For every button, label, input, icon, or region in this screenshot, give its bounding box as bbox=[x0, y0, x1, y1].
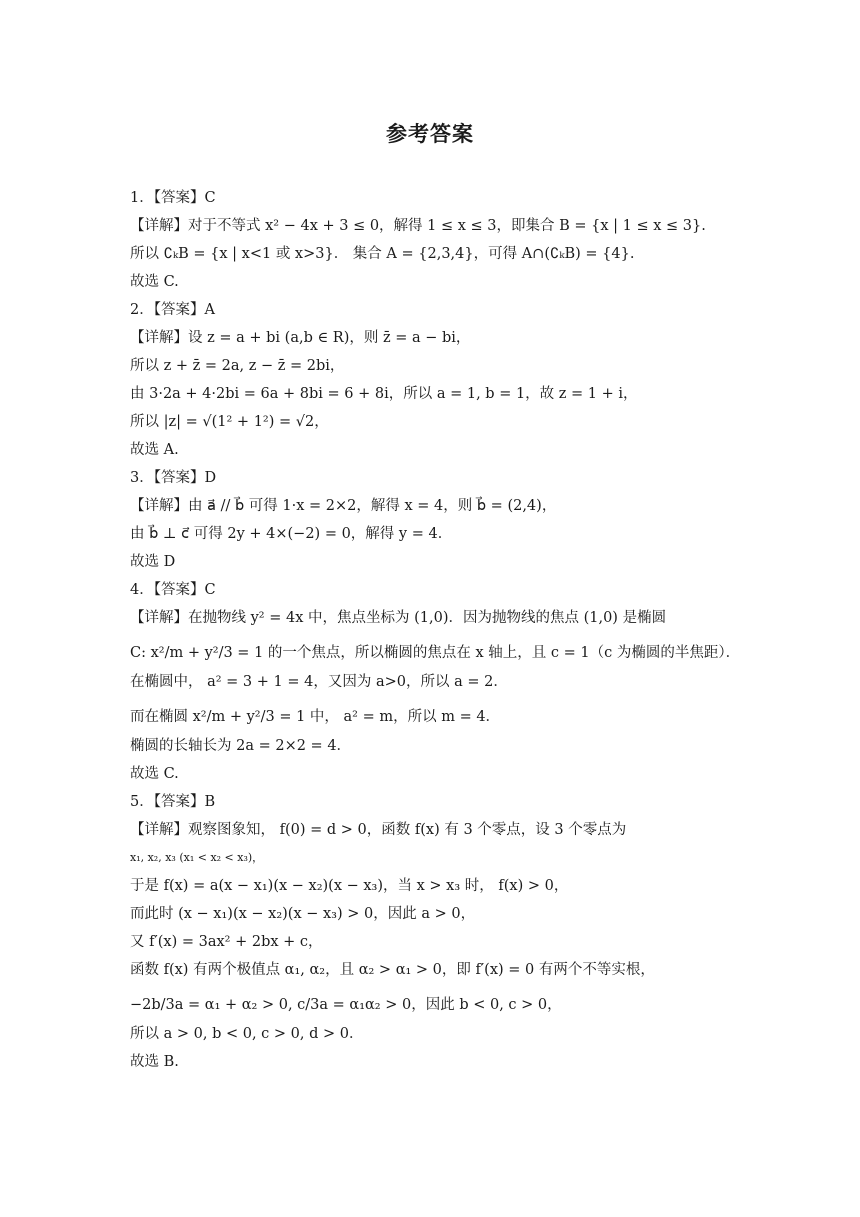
answer-line: 故选 D bbox=[130, 554, 176, 570]
answer-line: 3．【答案】D bbox=[130, 470, 217, 486]
answer-line: x₁, x₂, x₃ (x₁ < x₂ < x₃)， bbox=[130, 851, 264, 864]
answer-line: 【详解】对于不等式 x² − 4x + 3 ≤ 0，解得 1 ≤ x ≤ 3，即集合 B = {x | 1 ≤ x ≤ 3}. bbox=[130, 218, 706, 234]
answer-body bbox=[130, 188, 770, 1080]
answer-line: 于是 f(x) = a(x − x₁)(x − x₂)(x − x₃)，当 x > x₃ 时， f(x) > 0， bbox=[130, 878, 569, 894]
answer-line: 4．【答案】C bbox=[130, 582, 216, 598]
answer-line: 而在椭圆 x²/m + y²/3 = 1 中， a² = m，所以 m = 4． bbox=[130, 709, 501, 725]
answer-line: 所以 a > 0, b < 0, c > 0, d > 0． bbox=[130, 1026, 364, 1042]
answer-line: 故选 C. bbox=[130, 274, 179, 290]
page-title: 参考答案 bbox=[386, 122, 474, 146]
answer-line: C: x²/m + y²/3 = 1 的一个焦点，所以椭圆的焦点在 x 轴上，且 c = 1（c 为椭圆的半焦距）． bbox=[130, 645, 741, 661]
answer-line: 所以 z + z̄ = 2a, z − z̄ = 2bi， bbox=[130, 358, 345, 374]
answer-line: 【详解】由 a⃗ // b⃗ 可得 1·x = 2×2，解得 x = 4，则 b⃗ = (2,4)， bbox=[130, 498, 557, 514]
answer-line: 所以 ∁ₖB = {x | x<1 或 x>3}． 集合 A = {2,3,4}，可得 A∩(∁ₖB) = {4}. bbox=[130, 246, 635, 262]
answer-line: 5．【答案】B bbox=[130, 794, 216, 810]
answer-line: 故选 C. bbox=[130, 766, 179, 782]
answer-line: 【详解】在抛物线 y² = 4x 中，焦点坐标为 (1,0)．因为抛物线的焦点 (1,0) 是椭圆 bbox=[130, 610, 667, 626]
answer-line: 椭圆的长轴长为 2a = 2×2 = 4． bbox=[130, 738, 352, 754]
answer-line: 所以 |z| = √(1² + 1²) = √2， bbox=[130, 414, 329, 430]
answer-line: 由 3·2a + 4·2bi = 6a + 8bi = 6 + 8i，所以 a = 1, b = 1，故 z = 1 + i， bbox=[130, 386, 638, 402]
answer-line: 故选 A. bbox=[130, 442, 179, 458]
answer-line: 在椭圆中， a² = 3 + 1 = 4，又因为 a>0，所以 a = 2． bbox=[130, 674, 508, 690]
answer-line: 而此时 (x − x₁)(x − x₂)(x − x₃) > 0，因此 a > 0， bbox=[130, 906, 476, 922]
answer-line: 由 b⃗ ⊥ c⃗ 可得 2y + 4×(−2) = 0，解得 y = 4． bbox=[130, 526, 453, 542]
answer-line: 【详解】设 z = a + bi (a,b ∈ R)，则 z̄ = a − bi， bbox=[130, 330, 471, 346]
answer-line: 2．【答案】A bbox=[130, 302, 215, 318]
answer-line: 又 f′(x) = 3ax² + 2bx + c， bbox=[130, 934, 323, 950]
answer-line: 函数 f(x) 有两个极值点 α₁, α₂，且 α₂ > α₁ > 0，即 f′(x) = 0 有两个不等实根， bbox=[130, 962, 655, 978]
answer-line: 【详解】观察图象知， f(0) = d > 0，函数 f(x) 有 3 个零点，设 3 个零点为 bbox=[130, 822, 627, 838]
answer-line: −2b/3a = α₁ + α₂ > 0, c/3a = α₁α₂ > 0，因此 b < 0, c > 0， bbox=[130, 997, 562, 1013]
answer-line: 1．【答案】C bbox=[130, 190, 216, 206]
answer-line: 故选 B. bbox=[130, 1054, 179, 1070]
